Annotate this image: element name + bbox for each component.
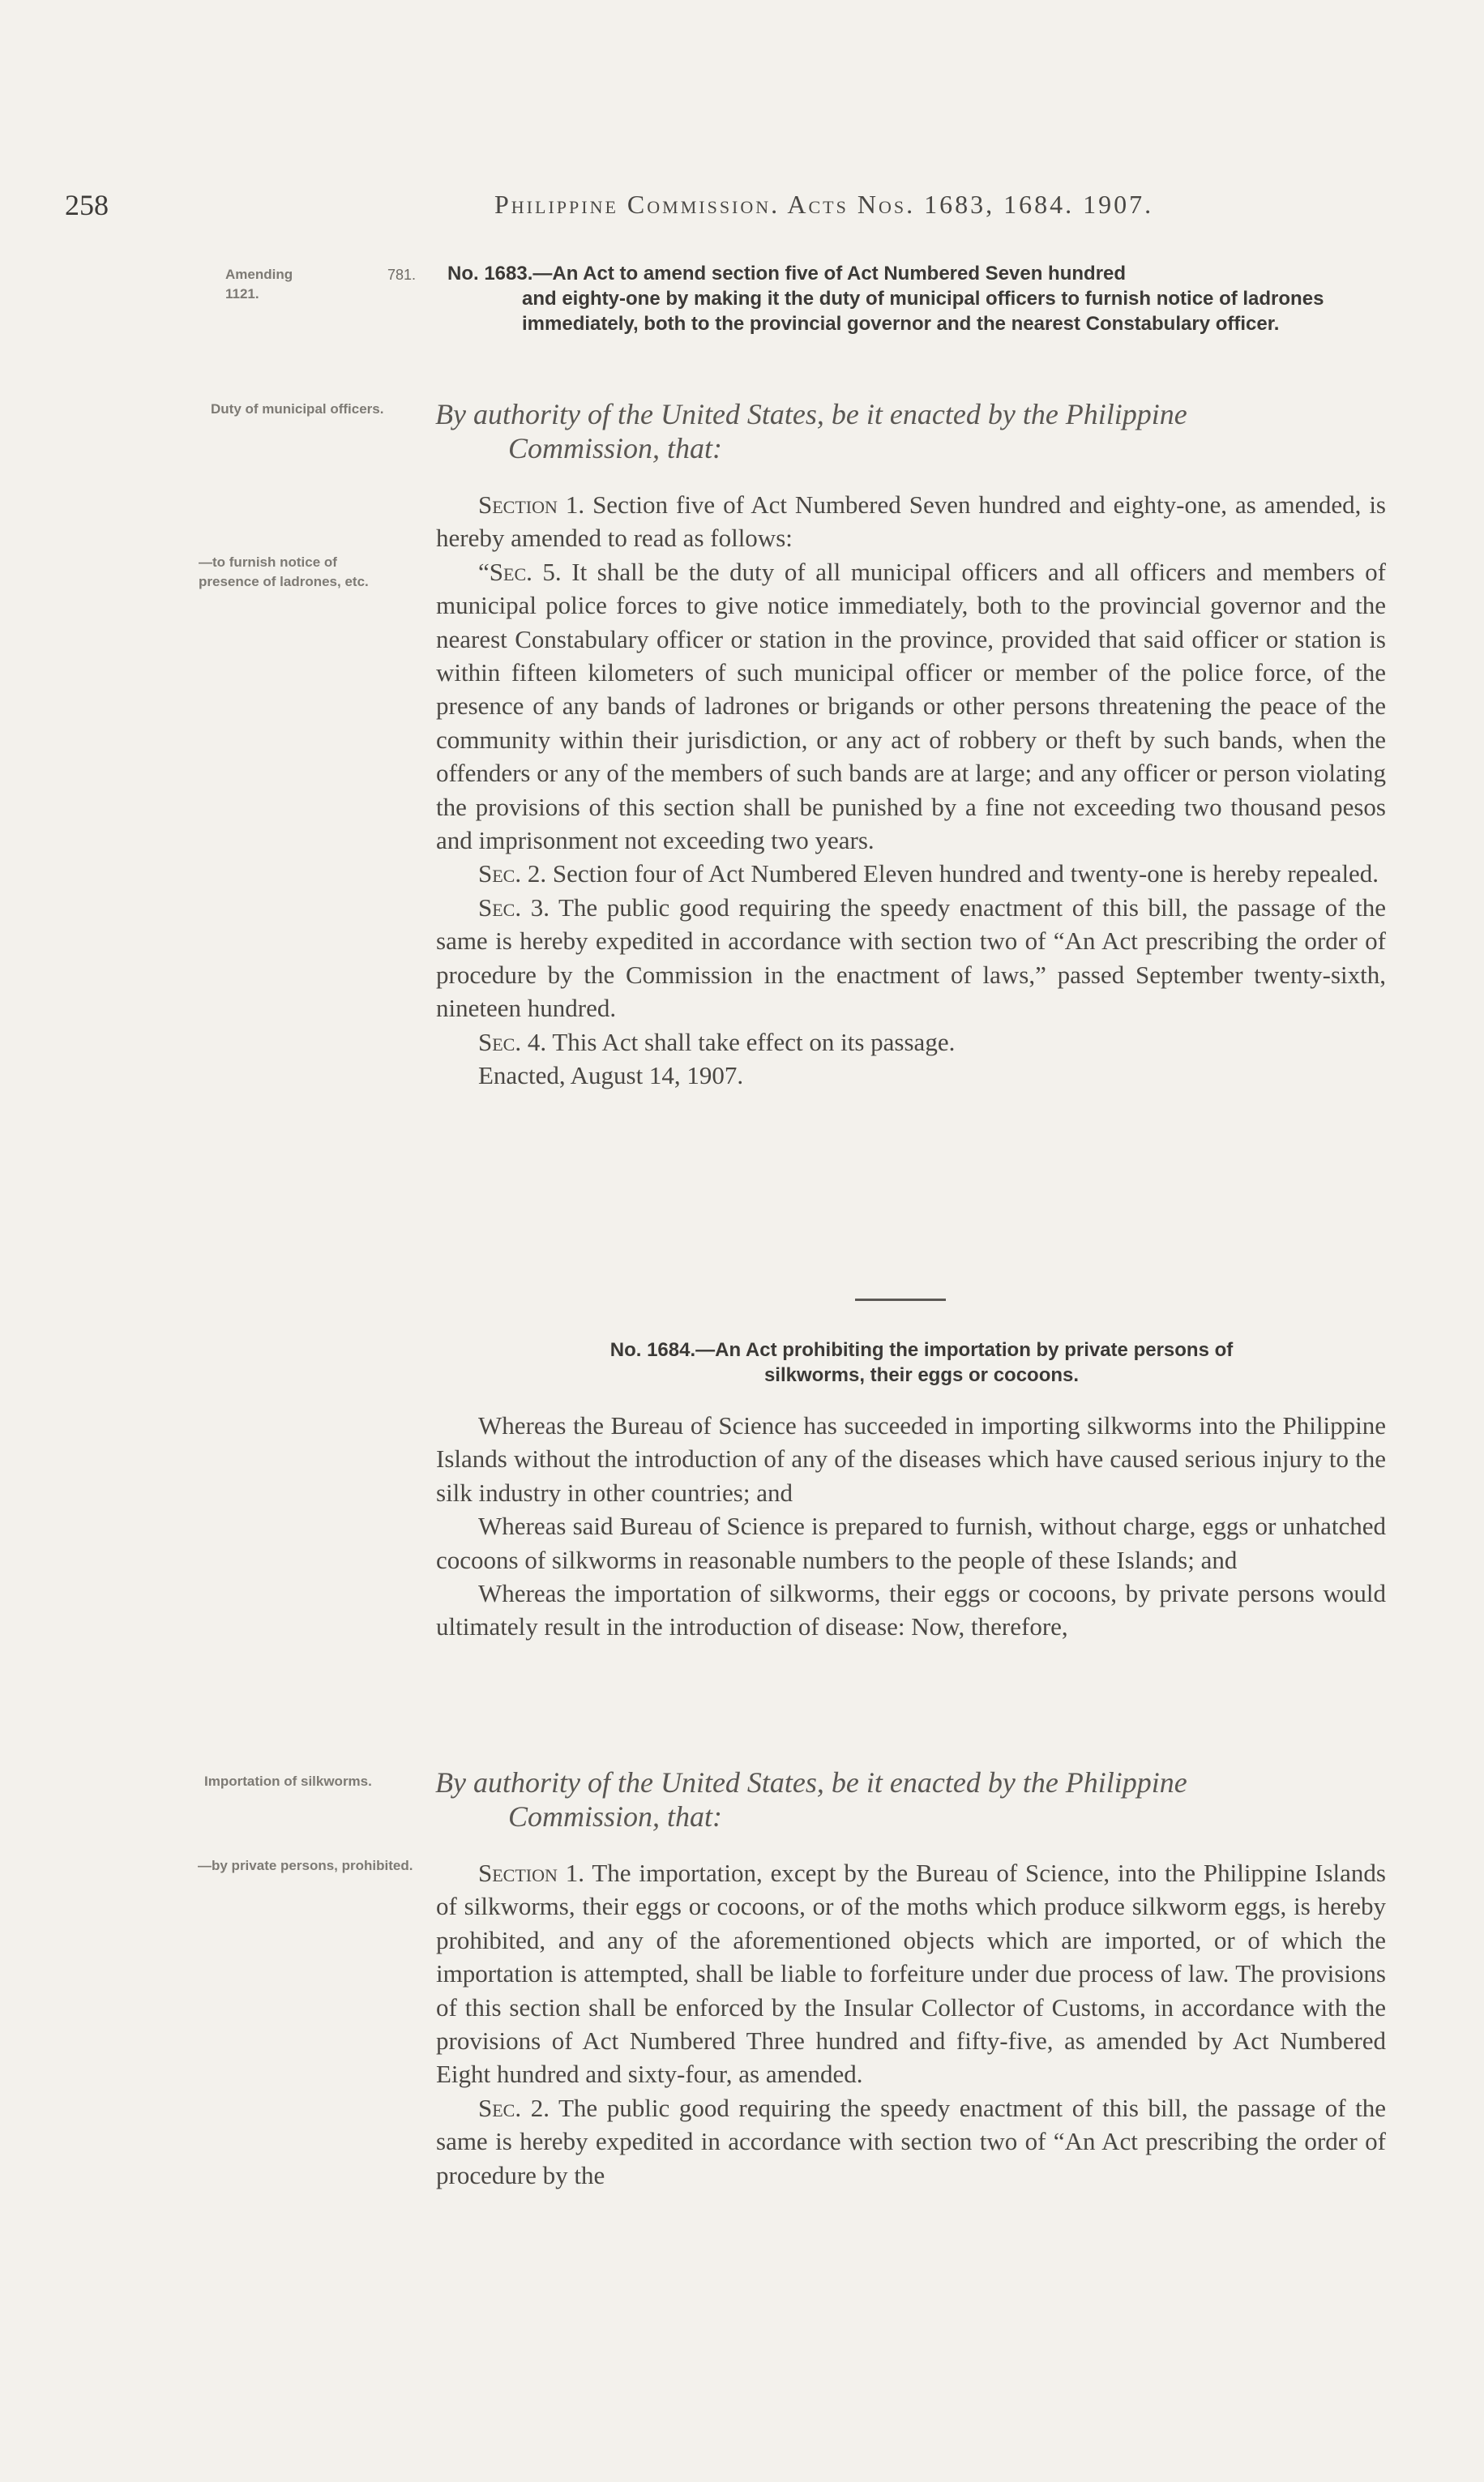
act-1684-preamble — [436, 1409, 1386, 1644]
act-1683-enacted-date: Enacted, August 14, 1907. — [478, 1060, 744, 1089]
act-1684-heading-line2: silkworms, their eggs or cocoons. — [763, 1364, 1080, 1386]
enacting-line2: Commission, that: — [508, 1800, 723, 1833]
act-1684-section-2: Sec. 2. The public good requiring the speedy enactment of this bill, the passage of the same is hereby expedited in accordance with section two of “An Act prescribing the order of procedure by the — [436, 2093, 1386, 2189]
act-1683-section-1: Section 1. Section five of Act Numbered Seven hundred and eighty-one, as amended, is hereby amended to read as follows: — [436, 490, 1386, 553]
act-1683-enacting-clause — [435, 397, 1400, 465]
enacting-line1: By authority of the United States, be it enacted by the Philippine — [435, 1766, 1187, 1799]
act-reference-number: 781. — [387, 267, 417, 283]
act-1683-section-2: Sec. 2. Section four of Act Numbered Eleven hundred and twenty-one is hereby repealed. — [478, 859, 1379, 888]
page-number: 258 — [65, 189, 109, 221]
margin-note-duty: Duty of municipal officers. — [211, 401, 384, 417]
act-1684-heading-line1: No. 1684.—An Act prohibiting the importation by private persons of — [609, 1339, 1234, 1361]
whereas-3: Whereas the importation of silkworms, their eggs or cocoons, by private persons would ultimately result in the introduction of disease: Now, therefore, — [436, 1579, 1386, 1641]
act-1683-section-4: Sec. 4. This Act shall take effect on its passage. — [478, 1027, 956, 1056]
margin-note-private-persons: —by private persons, prohibited. — [198, 1858, 413, 1873]
act-1683-section-3: Sec. 3. The public good requiring the speedy enactment of this bill, the passage of the same is hereby expedited in accordance with section two of “An Act prescribing the order of procedure by the Commission in the enactment of laws,” passed September twenty-sixth, nineteen hundred. — [436, 892, 1386, 1023]
enacting-line1: By authority of the United States, be it enacted by the Philippine — [435, 398, 1187, 430]
enacting-line2: Commission, that: — [508, 432, 723, 464]
act-1684-enacting-clause — [435, 1765, 1400, 1834]
margin-note-amending: Amending 1121. — [225, 267, 293, 302]
act-1683-heading-rest: and eighty-one by making it the duty of municipal officers to furnish notice of ladrones immediately, both to the provincial governor and the nearest Constabulary officer. — [522, 288, 1324, 335]
act-separator-rule — [855, 1299, 946, 1301]
margin-note-furnish-notice: —to furnish notice of presence of ladrones, etc. — [199, 554, 369, 589]
act-1684-heading — [447, 1337, 1396, 1388]
whereas-1: Whereas the Bureau of Science has succeeded in importing silkworms into the Philippine Islands without the introduction of any of the diseases which have caused serious injury to the silk industry in other countries; and — [436, 1411, 1386, 1507]
act-1683-heading-line1: No. 1683.—An Act to amend section five of Act Numbered Seven hundred — [447, 263, 1127, 285]
running-title: Philippine Commission. Acts Nos. 1683, 1684. 1907. — [494, 190, 1154, 219]
whereas-2: Whereas said Bureau of Science is prepared to furnish, without charge, eggs or unhatched cocoons of silkworms in reasonable numbers to the people of these Islands; and — [436, 1512, 1386, 1574]
act-1683-heading — [447, 261, 1396, 336]
running-head — [65, 188, 1362, 237]
act-1684-section-1: Section 1. The importation, except by the Bureau of Science, into the Philippine Islands of silkworms, their eggs or cocoons, or of the moths which produce silkworm eggs, is hereby prohibited, and any of the aforementioned objects which are imported, or of which the importation is attempted, shall be liable to forfeiture under due process of law. The provisions of this section shall be enforced by the Insular Collector of Customs, in accordance with the provisions of Act Numbered Three hundred and fifty-five, as amended by Act Numbered Eight hundred and sixty-four, as amended. — [436, 1859, 1386, 2089]
act-1684-body — [436, 1856, 1386, 2192]
act-1683-body — [436, 488, 1386, 1092]
act-1683-section-5-amended: “Sec. 5. It shall be the duty of all municipal officers and all officers and members of municipal police forces to give notice immediately, both to the provincial governor and the nearest Constabulary officer or station in the province, provided that said officer or station is within fifteen kilometers of such municipal officer or member of the police force, of the presence of any bands of ladrones or brigands or other persons threatening the peace of the community within their jurisdiction, or any act of robbery or theft by such bands, when the offenders or any of the members of such bands are at large; and any officer or person violating the provisions of this section shall be punished by a fine not exceeding two thousand pesos and imprisonment not exceeding two years. — [436, 557, 1386, 855]
margin-note-importation: Importation of silkworms. — [204, 1774, 372, 1789]
